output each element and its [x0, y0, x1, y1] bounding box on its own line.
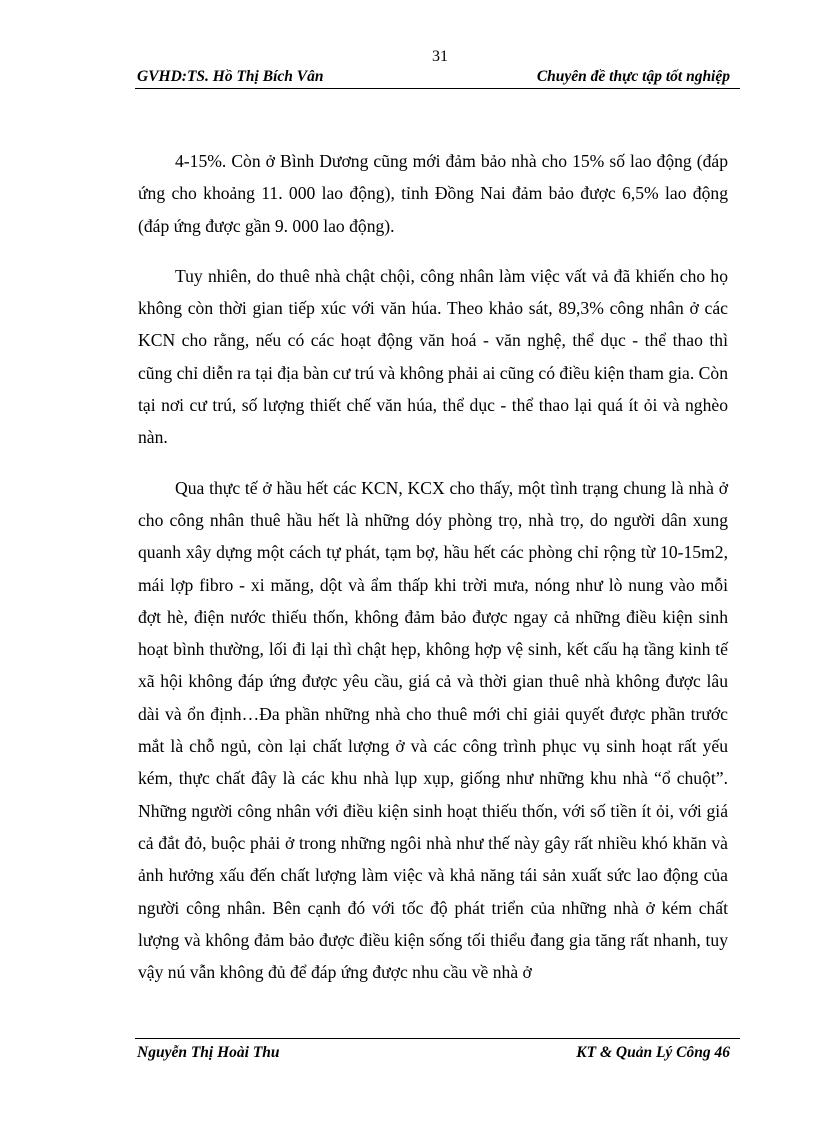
footer-author: Nguyễn Thị Hoài Thu	[137, 1044, 280, 1061]
paragraph-1: 4-15%. Còn ở Bình Dương cũng mới đảm bảo nhà cho 15% số lao động (đáp ứng cho khoảng 11. 000 lao động), tỉnh Đồng Nai đảm bảo được 6,5% lao động (đáp ứng được gần 9. 000 lao động).	[138, 151, 728, 236]
footer-class: KT & Quản Lý Công 46	[576, 1044, 730, 1061]
page-header	[135, 68, 740, 89]
header-supervisor: GVHD:TS. Hồ Thị Bích Vân	[137, 68, 324, 85]
paragraph-3: Qua thực tế ở hầu hết các KCN, KCX cho thấy, một tình trạng chung là nhà ở cho công nhân thuê hầu hết là những dóy phòng trọ, nhà trọ, do người dân xung quanh xây dựng một cách tự phát, tạm bợ, hầu hết các phòng chỉ rộng từ 10-15m2, mái lợp fibro - xi măng, dột và ẩm thấp khi trời mưa, nóng như lò nung vào mỗi đợt hè, điện nước thiếu thốn, không đảm bảo được ngay cả những điều kiện sinh hoạt bình thường, lối đi lại thì chật hẹp, không hợp vệ sinh, kết cấu hạ tầng kinh tế xã hội không đáp ứng được yêu cầu, giá cả và thời gian thuê nhà không được lâu dài và ổn định…Đa phần những nhà cho thuê mới chỉ giải quyết được phần trước mắt là chỗ ngủ, còn lại chất lượng ở và các công trình phục vụ sinh hoạt rất yếu kém, thực chất đây là các khu nhà lụp xụp, giống như những khu nhà “ổ chuột”. Những người công nhân với điều kiện sinh hoạt thiếu thốn, với số tiền ít ỏi, với giá cả đắt đỏ, buộc phải ở trong những ngôi nhà như thế này gây rất nhiều khó khăn và ảnh hưởng xấu đến chất lượng làm việc và khả năng tái sản xuất sức lao động của người công nhân. Bên cạnh đó với tốc độ phát triển của những nhà ở kém chất lượng và không đảm bảo được điều kiện sống tối thiểu đang gia tăng rất nhanh, tuy vậy nú vẫn không đủ để đáp ứng được nhu cầu về nhà ở	[138, 477, 728, 983]
paragraph-2: Tuy nhiên, do thuê nhà chật chội, công nhân làm việc vất vả đã khiến cho họ không còn thời gian tiếp xúc với văn húa. Theo khảo sát, 89,3% công nhân ở các KCN cho rằng, nếu có các hoạt động văn hoá - văn nghệ, thể dục - thể thao thì cũng chỉ diễn ra tại địa bàn cư trú và không phải ai cũng có điều kiện tham gia. Còn tại nơi cư trú, số lượng thiết chế văn húa, thể dục - thể thao lại quá ít ỏi và nghèo nàn.	[138, 265, 728, 448]
page-footer	[135, 1038, 740, 1063]
header-document-type: Chuyên đề thực tập tốt nghiệp	[536, 68, 730, 85]
page-number: 31	[432, 48, 448, 65]
body-text	[138, 145, 728, 1006]
